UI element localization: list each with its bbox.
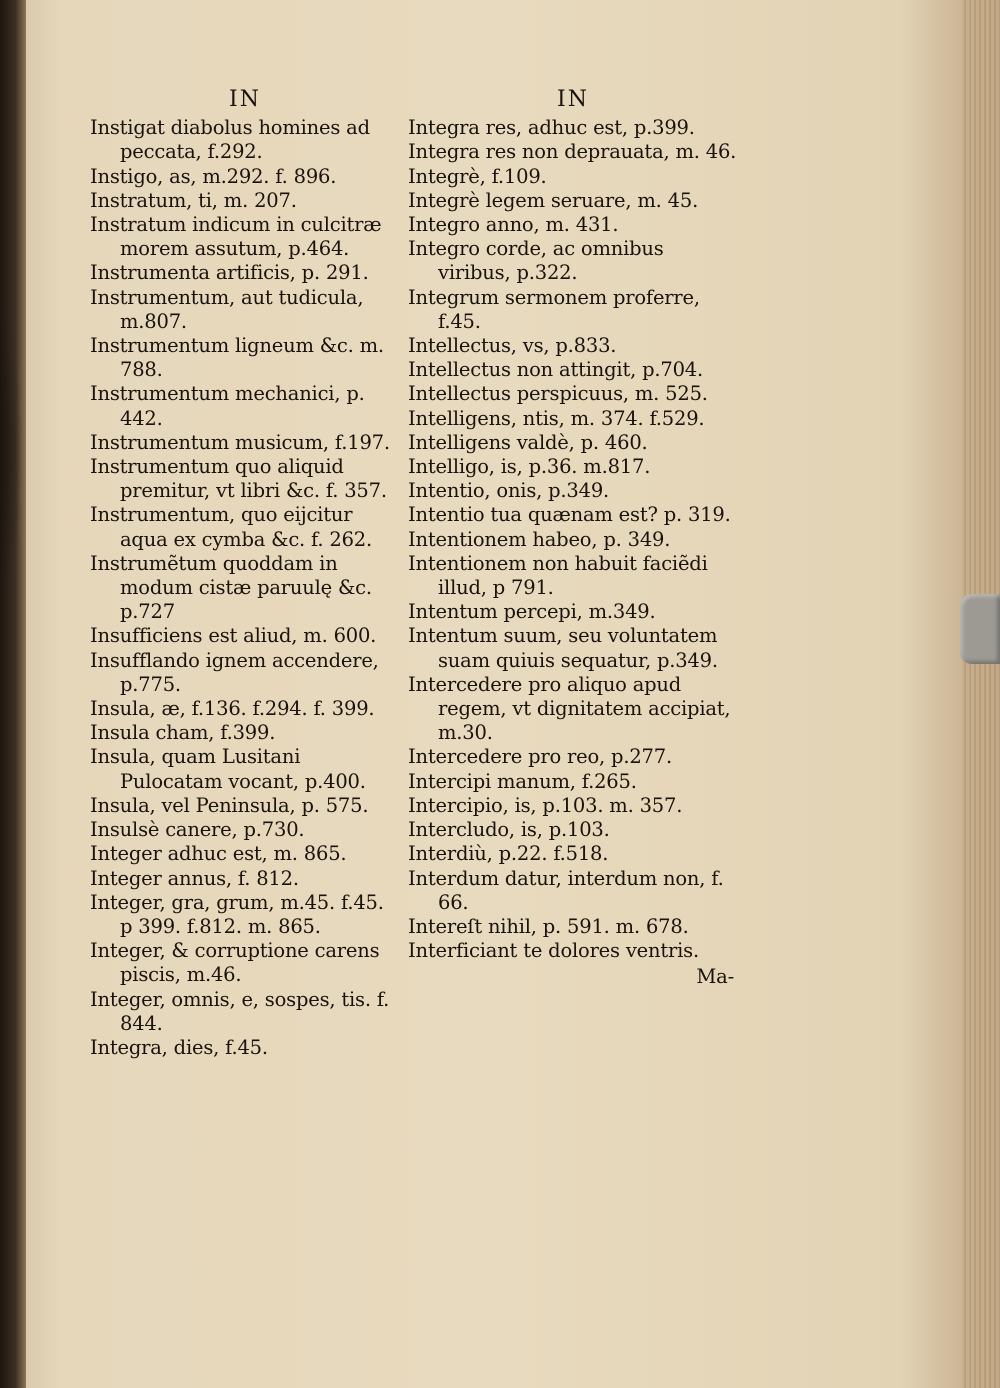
index-entry: Instrumentum, quo eijcitur aqua ex cymba &c. f. 262.: [90, 503, 372, 551]
index-entry: Instrumẽtum quoddam in modum cistæ paruulę &c. p.727: [90, 551, 372, 624]
index-entry: Integer, & corruptione carens piscis, m.46.: [90, 939, 380, 987]
index-entry: Intellectus non attingit, p.704.: [408, 358, 703, 382]
index-entry: Instrumentum quo aliquid premitur, vt libri &c. f. 357.: [90, 455, 387, 503]
index-entry: Intelligens, ntis, m. 374. f.529.: [408, 406, 705, 430]
page-fore-edge: [962, 0, 1000, 1388]
index-entry: Integra, dies, f.45.: [90, 1035, 268, 1059]
index-entry: Interdum datur, interdum non, f. 66.: [408, 866, 724, 914]
index-entry: Intentio tua quænam est? p. 319.: [408, 503, 731, 527]
right-column: [408, 88, 738, 990]
index-entry: Integra res, adhuc est, p.399.: [408, 116, 695, 140]
index-entry: Intentionem habeo, p. 349.: [408, 527, 671, 551]
catchword: Ma-: [696, 965, 734, 989]
index-entry: Intercipio, is, p.103. m. 357.: [408, 793, 683, 817]
index-entry: Instrumentum musicum, f.197.: [90, 430, 390, 454]
index-entry: Intellectus, vs, p.833.: [408, 334, 617, 358]
index-entry: Instratum indicum in culcitræ morem assutum, p.464.: [90, 213, 382, 261]
index-entry: Intereſt nihil, p. 591. m. 678.: [408, 914, 689, 938]
index-entry: Intelligo, is, p.36. m.817.: [408, 455, 651, 479]
page-clip: [960, 594, 1000, 664]
index-entry: Integer, gra, grum, m.45. f.45. p 399. f.812. m. 865.: [90, 890, 384, 938]
index-entry: Instrumentum, aut tudicula, m.807.: [90, 285, 364, 333]
index-entry: Insufficiens est aliud, m. 600.: [90, 624, 377, 648]
index-entry: Insula cham, f.399.: [90, 721, 276, 745]
index-entry: Integro corde, ac omnibus viribus, p.322.: [408, 237, 664, 285]
index-entry: Instigo, as, m.292. f. 896.: [90, 164, 337, 188]
index-entry: Intercedere pro aliquo apud regem, vt dignitatem accipiat, m.30.: [408, 672, 731, 745]
index-entry: Integra res non deprauata, m. 46.: [408, 140, 737, 164]
index-entry: Integer adhuc est, m. 865.: [90, 842, 347, 866]
index-entry: Insufflando ignem accendere, p.775.: [90, 648, 379, 696]
index-entry: Integro anno, m. 431.: [408, 213, 619, 237]
index-entry: Insula, æ, f.136. f.294. f. 399.: [90, 697, 375, 721]
index-entry: Intelligens valdè, p. 460.: [408, 430, 648, 454]
index-entry: Instigat diabolus homines ad peccata, f.292.: [90, 116, 370, 164]
index-entry: Intercludo, is, p.103.: [408, 818, 610, 842]
index-entry: Integrè legem seruare, m. 45.: [408, 188, 699, 212]
index-entry: Integer, omnis, e, sospes, tis. f. 844.: [90, 987, 390, 1035]
index-entry: Interficiant te dolores ventris.: [408, 939, 699, 963]
index-entry: Interdiù, p.22. f.518.: [408, 842, 609, 866]
index-entry: Intellectus perspicuus, m. 525.: [408, 382, 708, 406]
index-entry: Instrumentum ligneum &c. m. 788.: [90, 334, 384, 382]
index-entry: Instratum, ti, m. 207.: [90, 188, 297, 212]
index-entry: Instrumenta artificis, p. 291.: [90, 261, 369, 285]
index-entry: Integrum sermonem proferre, f.45.: [408, 285, 700, 333]
index-entry: Insulsè canere, p.730.: [90, 818, 305, 842]
index-entry: Intentum suum, seu voluntatem suam quiuis sequatur, p.349.: [408, 624, 718, 672]
right-running-head: IN: [557, 87, 589, 112]
index-entry: Insula, quam Lusitani Pulocatam vocant, p.400.: [90, 745, 366, 793]
index-entry: Intentionem non habuit faciẽdi illud, p 791.: [408, 551, 708, 600]
index-entry: Intentum percepi, m.349.: [408, 600, 656, 624]
book-gutter: [0, 0, 26, 1388]
left-running-head: IN: [229, 87, 261, 112]
index-entry: Integrè, f.109.: [408, 164, 547, 188]
index-page: [30, 0, 958, 1388]
gutter-shadow: [0, 300, 22, 600]
index-entry: Integer annus, f. 812.: [90, 866, 299, 890]
index-entry: Intercipi manum, f.265.: [408, 769, 637, 793]
left-column: [90, 88, 400, 1060]
index-entry: Intercedere pro reo, p.277.: [408, 745, 672, 769]
index-entry: Insula, vel Peninsula, p. 575.: [90, 793, 369, 817]
index-entry: Intentio, onis, p.349.: [408, 479, 610, 503]
index-entry: Instrumentum mechanici, p. 442.: [90, 382, 365, 430]
